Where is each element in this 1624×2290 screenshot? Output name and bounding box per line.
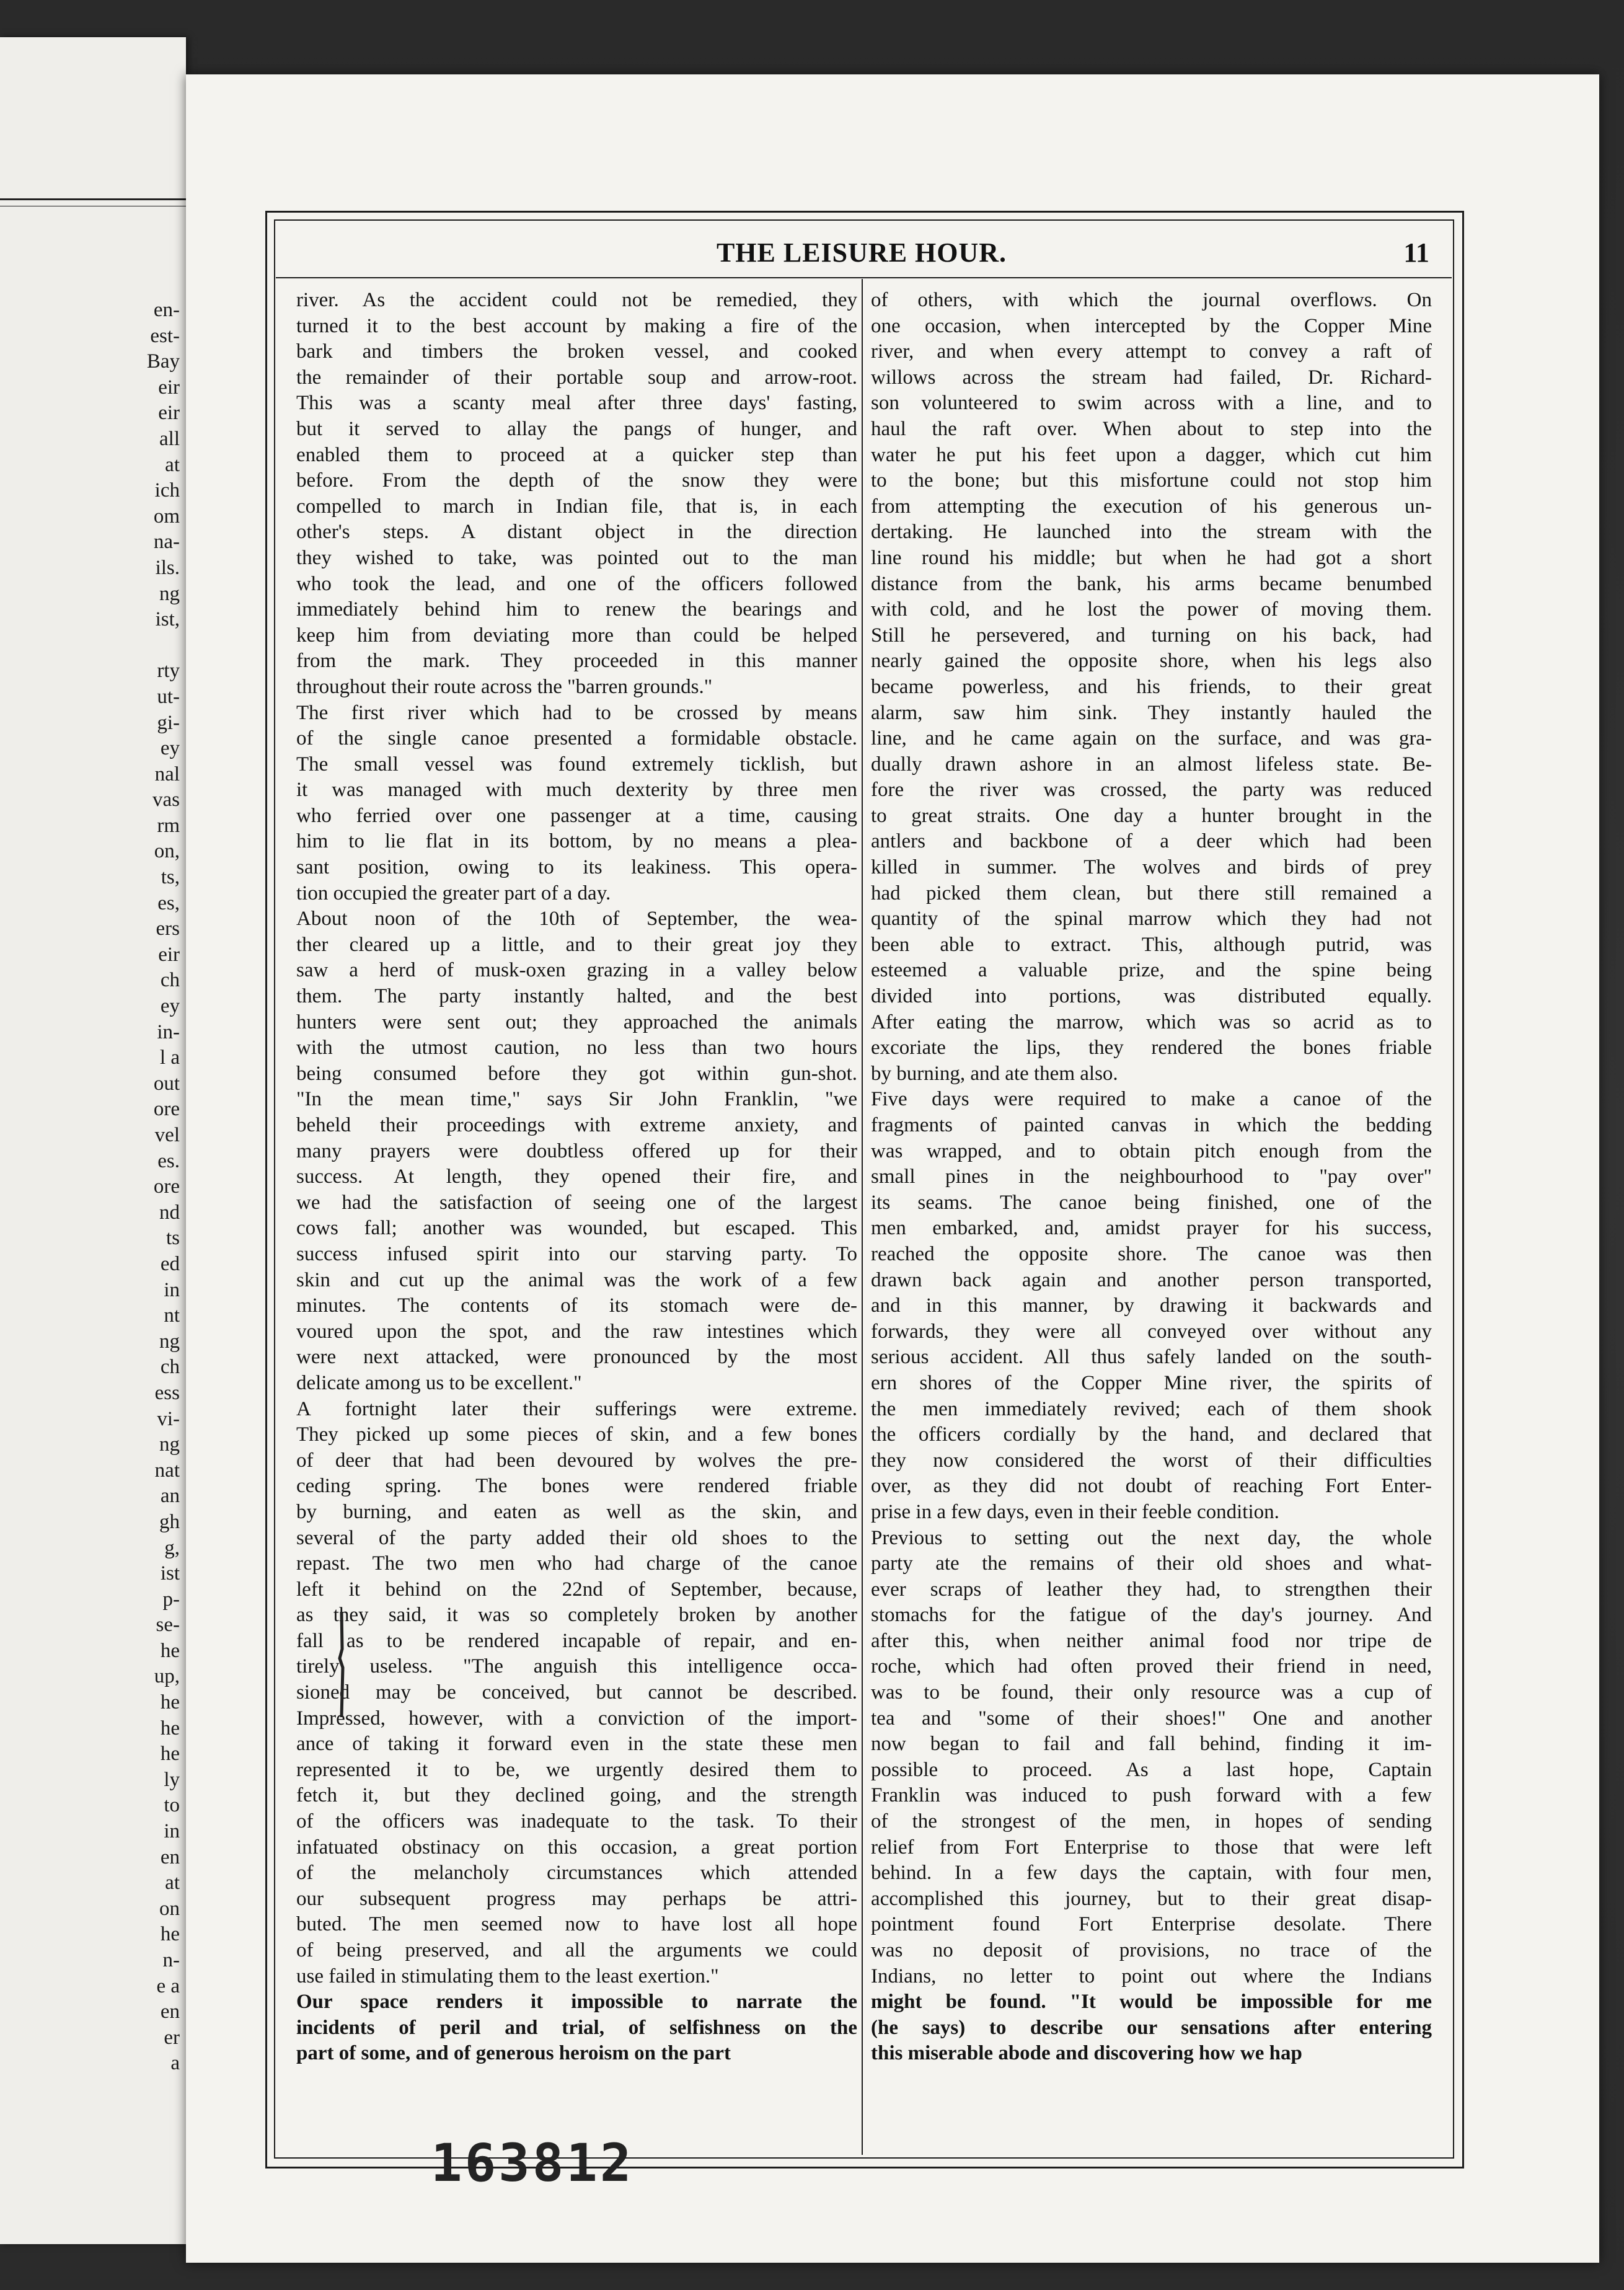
text-line: by burning, and ate them also.: [871, 1062, 1118, 1085]
text-line: over, as they did not doubt of reaching Fort Enter-: [871, 1475, 1432, 1498]
text-line: son volunteered to swim across with a line, and to: [871, 392, 1432, 415]
text-line: men embarked, and, amidst prayer for his success,: [871, 1217, 1432, 1240]
text-line: from the mark. They proceeded in this manner: [296, 650, 857, 673]
header-rule: [276, 277, 1452, 278]
text-line: possible to proceed. As a last hope, Captain: [871, 1758, 1432, 1781]
text-line: haul the raft over. When about to step into the: [871, 417, 1432, 440]
text-line: by burning, and eaten as well as the skin, and: [296, 1500, 857, 1523]
text-line: fragments of painted canvas in which the bedding: [871, 1114, 1432, 1136]
text-line: them. The party instantly halted, and the best: [296, 985, 857, 1008]
text-line: of the single canoe presented a formidable obstacle.: [296, 727, 857, 750]
text-line: quantity of the spinal marrow which they had not: [871, 908, 1432, 931]
text-line: The small vessel was found extremely ticklish, but: [296, 753, 857, 776]
text-line: river, and when every attempt to convey a raft of: [871, 340, 1432, 363]
text-line: tion occupied the greater part of a day.: [296, 882, 611, 904]
text-line: willows across the stream had failed, Dr. Richard-: [871, 366, 1432, 389]
text-line: roche, which had often proved their friend in need,: [871, 1655, 1432, 1678]
text-line: we had the satisfaction of seeing one of the largest: [296, 1191, 857, 1214]
text-line: of the melancholy circumstances which attended: [296, 1862, 857, 1885]
adjacent-page-rule: [0, 198, 186, 200]
text-line: been able to extract. This, although putrid, was: [871, 933, 1432, 956]
text-line: The first river which had to be crossed by means: [296, 701, 857, 724]
text-line: relief from Fort Enterprise to those that were left: [871, 1836, 1432, 1859]
text-line: Our space renders it impossible to narrate the: [296, 1991, 857, 2014]
text-line: Franklin was induced to push forward with a few: [871, 1784, 1432, 1807]
paragraph: [296, 1397, 857, 1990]
text-line: delicate among us to be excellent.": [296, 1371, 582, 1394]
text-line: the remainder of their portable soup and arrow-root.: [296, 366, 857, 389]
text-line: voured upon the spot, and the raw intestines which: [296, 1320, 857, 1343]
text-line: who ferried over one passenger at a time, causing: [296, 804, 857, 827]
text-line: immediately behind him to renew the bearings and: [296, 598, 857, 621]
text-line: beheld their proceedings with extreme anxiety, and: [296, 1114, 857, 1136]
document-page: [186, 74, 1599, 2263]
paragraph: [296, 906, 857, 1396]
text-line: left it behind on the 22nd of September, because,: [296, 1578, 857, 1601]
text-line: the officers cordially by the hand, and declared that: [871, 1423, 1432, 1446]
text-line: (he says) to describe our sensations after entering: [871, 2016, 1432, 2039]
text-line: skin and cut up the animal was the work of a few: [296, 1268, 857, 1291]
text-line: Previous to setting out the next day, the whole: [871, 1526, 1432, 1549]
text-line: nearly gained the opposite shore, when his legs also: [871, 650, 1432, 673]
text-line: river. As the accident could not be remedied, they: [296, 289, 857, 311]
text-line: of being preserved, and all the arguments we could: [296, 1939, 857, 1961]
text-line: enabled them to proceed at a quicker step than: [296, 443, 857, 466]
text-line: our subsequent progress may perhaps be attri-: [296, 1887, 857, 1910]
text-line: to the bone; but this misfortune could not stop him: [871, 469, 1432, 492]
text-line: infatuated obstinacy on this occasion, a great portion: [296, 1836, 857, 1859]
text-line: accomplished this journey, but to their great disap-: [871, 1887, 1432, 1910]
text-line: dually drawn ashore in an almost lifeless state. Be-: [871, 753, 1432, 776]
text-line: repast. The two men who had charge of the canoe: [296, 1552, 857, 1575]
paragraph: [296, 288, 857, 701]
text-line: Five days were required to make a canoe of the: [871, 1088, 1432, 1111]
text-line: small pines in the neighbourhood to "pay over": [871, 1165, 1432, 1188]
text-line: throughout their route across the "barren grounds.": [296, 675, 713, 698]
text-line: buted. The men seemed now to have lost all hope: [296, 1913, 857, 1936]
text-line: to great straits. One day a hunter brought in the: [871, 804, 1432, 827]
text-line: success. At length, they opened their fire, and: [296, 1165, 857, 1188]
running-title: THE LEISURE HOUR.: [716, 237, 1007, 268]
text-line: They picked up some pieces of skin, and a few bones: [296, 1423, 857, 1446]
text-line: antlers and backbone of a deer which had been: [871, 830, 1432, 853]
text-line: ceding spring. The bones were rendered friable: [296, 1475, 857, 1498]
text-line: Still he persevered, and turning on his back, had: [871, 624, 1432, 647]
adjacent-page-strip: [0, 37, 186, 2244]
text-line: with the utmost caution, no less than two hours: [296, 1037, 857, 1059]
text-line: line round his middle; but when he had got a short: [871, 546, 1432, 569]
text-line: with cold, and he lost the power of moving them.: [871, 598, 1432, 621]
text-line: they now considered the worst of their difficulties: [871, 1449, 1432, 1472]
text-line: drawn back again and another person transported,: [871, 1268, 1432, 1291]
text-line: incidents of peril and trial, of selfishness on the: [296, 2016, 857, 2039]
text-line: might be found. "It would be impossible for me: [871, 1991, 1432, 2014]
text-line: reached the opposite shore. The canoe was then: [871, 1242, 1432, 1265]
text-line: ern shores of the Copper Mine river, the spirits of: [871, 1371, 1432, 1394]
text-line: him to lie flat in its bottom, by no means a plea-: [296, 830, 857, 853]
text-line: esteemed a valuable prize, and the spine being: [871, 959, 1432, 982]
text-line: several of the party added their old shoes to the: [296, 1526, 857, 1549]
text-line: minutes. The contents of its stomach were de-: [296, 1294, 857, 1317]
margin-ink-mark: [337, 1612, 346, 1717]
text-line: hunters were sent out; they approached the animals: [296, 1010, 857, 1033]
text-line: cows fall; another was wounded, but escaped. This: [296, 1217, 857, 1240]
text-line: prise in a few days, even in their feeble condition.: [871, 1500, 1279, 1523]
text-line: party ate the remains of their old shoes and what-: [871, 1552, 1432, 1575]
text-line: line, and he came again on the surface, and was gra-: [871, 727, 1432, 750]
text-line: compelled to march in Indian file, that is, in each: [296, 495, 857, 518]
text-line: "In the mean time," says Sir John Franklin, "we: [296, 1088, 857, 1111]
text-line: this miserable abode and discovering how we hap: [871, 2042, 1302, 2065]
text-line: A fortnight later their sufferings were extreme.: [296, 1397, 857, 1420]
text-line: other's steps. A distant object in the direction: [296, 521, 857, 544]
text-line: distance from the bank, his arms became benumbed: [871, 572, 1432, 595]
text-line: ance of taking it forward even in the state these men: [296, 1733, 857, 1756]
text-line: but it served to allay the pangs of hunger, and: [296, 417, 857, 440]
text-line: from attempting the execution of his generous un-: [871, 495, 1432, 518]
paragraph: [296, 701, 857, 907]
text-line: bark and timbers the broken vessel, and cooked: [296, 340, 857, 363]
text-line: This was a scanty meal after three days' fasting,: [296, 392, 857, 415]
text-line: saw a herd of musk-oxen grazing in a valley below: [296, 959, 857, 982]
running-header: [285, 237, 1438, 274]
text-line: and in this manner, by drawing it backwards and: [871, 1294, 1432, 1317]
right-column: [871, 288, 1432, 2067]
text-line: killed in summer. The wolves and birds of prey: [871, 856, 1432, 879]
text-line: it was managed with much dexterity by three men: [296, 779, 857, 802]
text-line: water he put his feet upon a dagger, which cut him: [871, 443, 1432, 466]
text-line: fetch it, but they declined going, and the strength: [296, 1784, 857, 1807]
text-line: About noon of the 10th of September, the wea-: [296, 908, 857, 931]
text-line: fall as to be rendered incapable of repair, and en-: [296, 1629, 857, 1652]
text-line: After eating the marrow, which was so acrid as to: [871, 1010, 1432, 1033]
page-number: 11: [1403, 237, 1429, 268]
text-line: represented it to be, we urgently desired them to: [296, 1758, 857, 1781]
text-line: many prayers were doubtless offered up for their: [296, 1139, 857, 1162]
left-column: [296, 288, 857, 2067]
text-line: success infused spirit into our starving party. To: [296, 1242, 857, 1265]
paragraph: [871, 1526, 1432, 2067]
paragraph: [296, 1989, 857, 2067]
text-line: were next attacked, were pronounced by the most: [296, 1346, 857, 1369]
text-line: before. From the depth of the snow they were: [296, 469, 857, 492]
text-line: tirely useless. "The anguish this intelligence occa-: [296, 1655, 857, 1678]
text-line: fore the river was crossed, the party was reduced: [871, 779, 1432, 802]
text-line: being consumed before they got within gun-shot.: [296, 1062, 857, 1085]
adjacent-page-text-fragments: en- est- Bay eir eir all at ich om na- ils. ng ist, rty ut- gi- ey nal vas rm on, ts, es, ers eir ch ey in- l a out ore vel es. ore nd ts ed in nt ng ch ess vi- ng nat an gh g, ist p- se- he up, he he he ly to in en at on he n- e a en er a: [146, 299, 180, 2075]
text-line: of deer that had been devoured by wolves the pre-: [296, 1449, 857, 1472]
text-line: its seams. The canoe being finished, one of the: [871, 1191, 1432, 1214]
text-line: of the strongest of the men, in hopes of sending: [871, 1810, 1432, 1833]
text-line: one occasion, when intercepted by the Copper Mine: [871, 314, 1432, 337]
text-line: pointment found Fort Enterprise desolate. There: [871, 1913, 1432, 1936]
text-line: was wrapped, and to obtain pitch enough from the: [871, 1139, 1432, 1162]
text-line: serious accident. All thus safely landed on the south-: [871, 1346, 1432, 1369]
text-line: divided into portions, was distributed equally.: [871, 985, 1432, 1008]
column-divider: [862, 279, 863, 2155]
text-line: dertaking. He launched into the stream with the: [871, 521, 1432, 544]
text-line: use failed in stimulating them to the least exertion.": [296, 1965, 719, 1987]
text-line: stomachs for the fatigue of the day's journey. And: [871, 1604, 1432, 1627]
text-line: of the officers was inadequate to the task. To their: [296, 1810, 857, 1833]
catalogue-number: 163812: [431, 2133, 634, 2193]
text-line: now began to fail and fall behind, finding it im-: [871, 1733, 1432, 1756]
paragraph: [871, 1087, 1432, 1525]
text-line: they wished to take, was pointed out to the man: [296, 546, 857, 569]
text-line: Impressed, however, with a conviction of the import-: [296, 1707, 857, 1730]
text-line: sant position, owing to its leakiness. This opera-: [296, 856, 857, 879]
text-line: became powerless, and his friends, to their great: [871, 675, 1432, 698]
text-line: who took the lead, and one of the officers followed: [296, 572, 857, 595]
text-line: alarm, saw him sink. They instantly hauled the: [871, 701, 1432, 724]
text-line: part of some, and of generous heroism on the part: [296, 2042, 731, 2065]
text-line: was to be found, their only resource was a cup of: [871, 1681, 1432, 1704]
text-line: behind. In a few days the captain, with four men,: [871, 1862, 1432, 1885]
text-line: forwards, they were all conveyed over without any: [871, 1320, 1432, 1343]
text-line: sioned may be conceived, but cannot be described.: [296, 1681, 857, 1704]
text-line: was no deposit of provisions, no trace of the: [871, 1939, 1432, 1961]
text-line: keep him from deviating more than could be helped: [296, 624, 857, 647]
text-line: the men immediately revived; each of them shook: [871, 1397, 1432, 1420]
paragraph: [871, 288, 1432, 1087]
text-line: after this, when neither animal food nor tripe de: [871, 1629, 1432, 1652]
text-line: of others, with which the journal overflows. On: [871, 289, 1432, 311]
text-line: as they said, it was so completely broken by another: [296, 1604, 857, 1627]
text-line: ther cleared up a little, and to their great joy they: [296, 933, 857, 956]
text-line: turned it to the best account by making a fire of the: [296, 314, 857, 337]
text-line: Indians, no letter to point out where the Indians: [871, 1965, 1432, 1987]
text-line: had picked them clean, but there still remained a: [871, 882, 1432, 904]
text-line: tea and "some of their shoes!" One and another: [871, 1707, 1432, 1730]
text-line: ever scraps of leather they had, to strengthen their: [871, 1578, 1432, 1601]
text-line: excoriate the lips, they rendered the bones friable: [871, 1037, 1432, 1059]
